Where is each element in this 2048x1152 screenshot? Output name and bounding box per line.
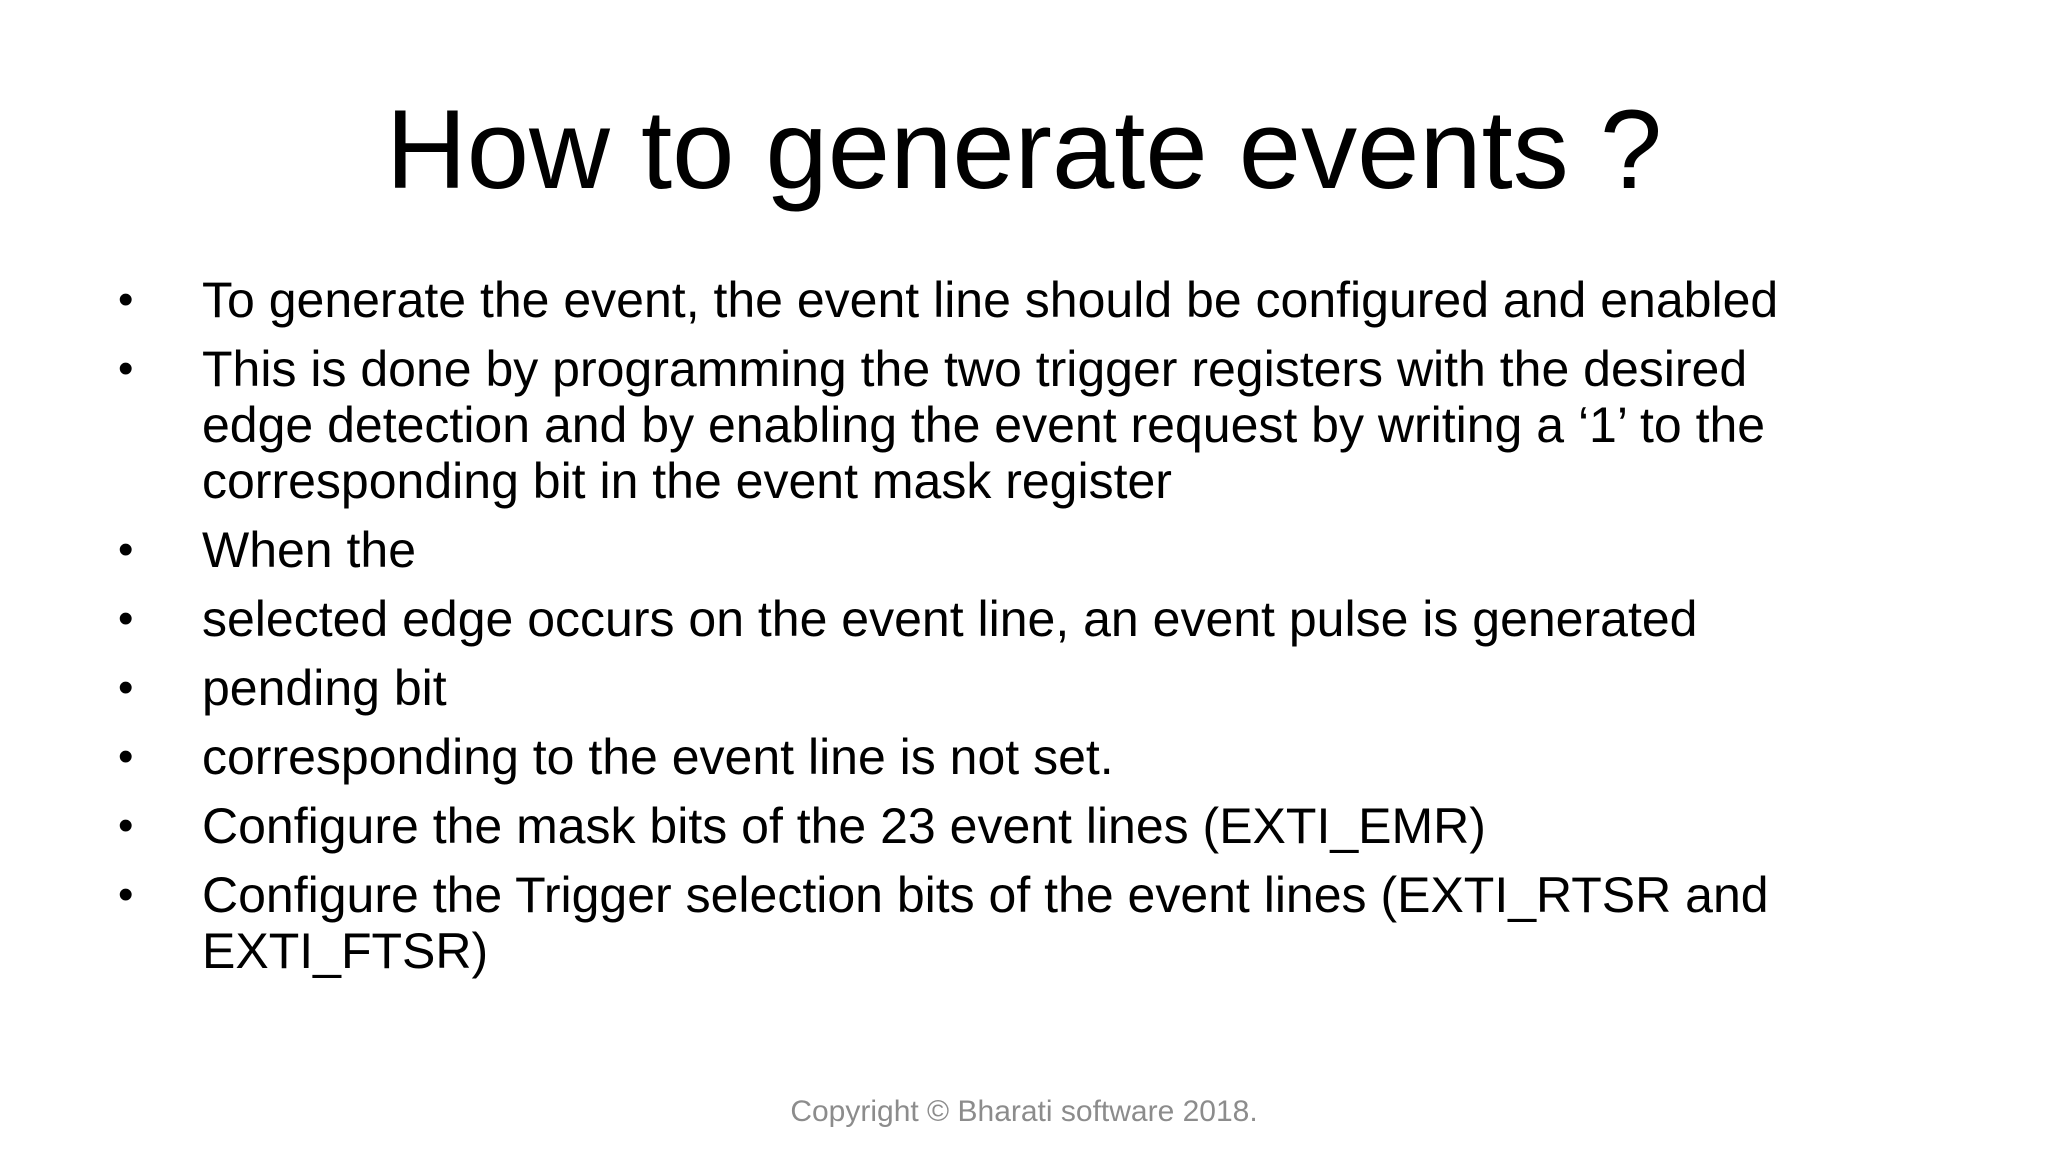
bullet-item [118,660,1918,716]
bullet-text: corresponding to the event line is not set. [202,729,1114,785]
bullet-text: Configure the Trigger selection bits of the event lines (EXTI_RTSR and EXTI_FTSR) [202,867,1769,979]
bullet-text: To generate the event, the event line should be configured and enabled [202,272,1779,328]
bullet-item [118,729,1918,785]
bullet-item [118,591,1918,647]
bullet-icon: • [118,870,134,919]
copyright-footer: Copyright © Bharati software 2018. [790,1095,1258,1128]
bullet-icon: • [118,801,134,850]
bullet-item [118,341,1918,509]
bullet-text: This is done by programming the two trigger registers with the desired edge detection and by enabling the event request by writing a ‘1’ to the corresponding bit in the event mask register [202,341,1766,509]
bullet-icon: • [118,525,134,574]
bullet-text: Configure the mask bits of the 23 event lines (EXTI_EMR) [202,798,1486,854]
bullet-icon: • [118,594,134,643]
bullet-item [118,867,1918,979]
bullet-icon: • [118,275,134,324]
bullet-text: selected edge occurs on the event line, an event pulse is generated [202,591,1698,647]
bullet-list [118,272,1918,992]
bullet-text: pending bit [202,660,447,716]
bullet-icon: • [118,732,134,781]
bullet-text: When the [202,522,417,578]
bullet-icon: • [118,663,134,712]
bullet-item [118,272,1918,328]
bullet-icon: • [118,344,134,393]
bullet-item [118,522,1918,578]
slide-title: How to generate events ? [385,87,1663,212]
bullet-item [118,798,1918,854]
